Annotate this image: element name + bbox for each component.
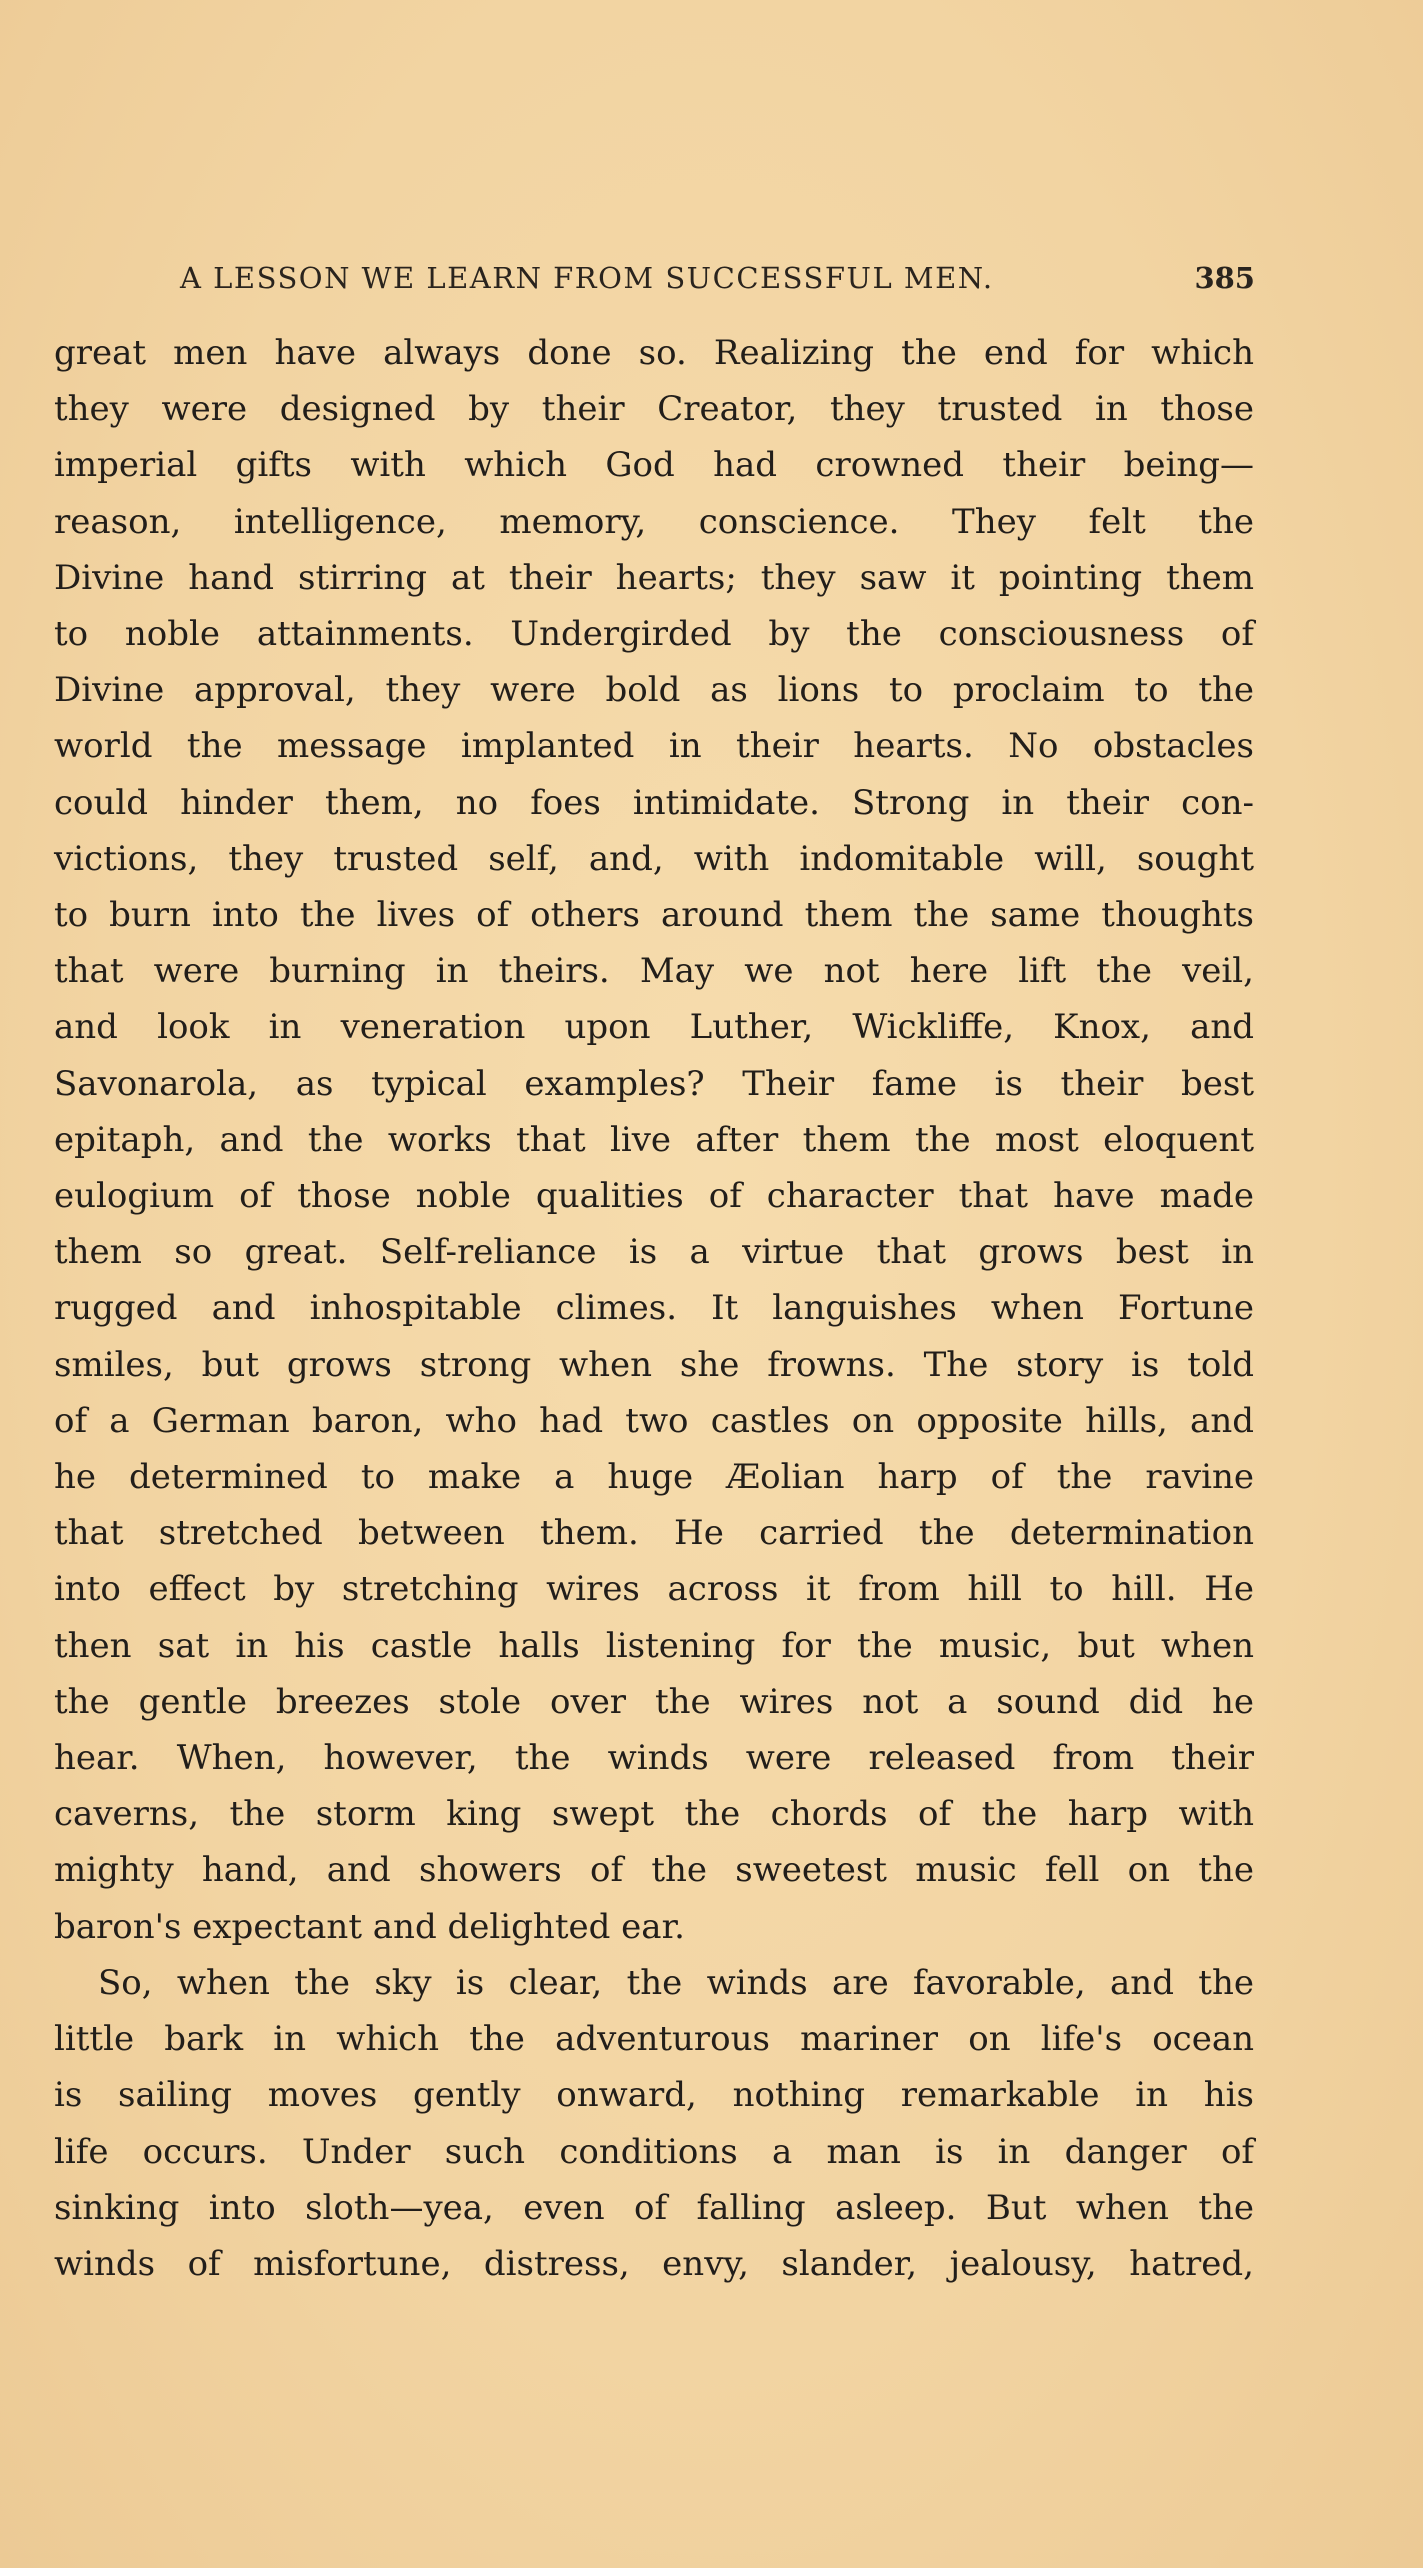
page-number: 385 [1194,261,1255,295]
text-line: great men have always done so. Realizing the end for which [54,333,1254,373]
text-line: then sat in his castle halls listening for the music, but when [54,1625,1254,1666]
text-line: So, when the sky is clear, the winds are favorable, and the [98,1962,1254,2003]
text-line: world the message implanted in their hearts. No obstacles [54,726,1254,767]
text-line: that were burning in theirs. May we not here lift the veil, [54,951,1254,992]
text-line: eulogium of those noble qualities of character that have made [54,1176,1254,1217]
text-line: mighty hand, and showers of the sweetest music fell on the [54,1850,1254,1891]
text-line: they were designed by their Creator, they trusted in those [54,389,1254,430]
text-line: Divine hand stirring at their hearts; they saw it pointing them [54,557,1254,598]
text-line: little bark in which the adventurous mariner on life's ocean [54,2019,1254,2060]
text-line: victions, they trusted self, and, with indomitable will, sought [54,838,1254,879]
text-line: epitaph, and the works that live after them the most eloquent [54,1119,1254,1160]
running-title: A LESSON WE LEARN FROM SUCCESSFUL MEN. [180,261,994,295]
text-line: into effect by stretching wires across it from hill to hill. He [54,1569,1254,1610]
text-line: Divine approval, they were bold as lions to proclaim to the [54,670,1254,711]
text-line: and look in veneration upon Luther, Wickliffe, Knox, and [54,1007,1254,1048]
text-line: imperial gifts with which God had crowned their being— [54,445,1254,486]
body-text [54,325,1254,2292]
text-line: of a German baron, who had two castles on opposite hills, and [54,1400,1254,1441]
text-line: could hinder them, no foes intimidate. Strong in their con- [54,782,1254,823]
text-line: baron's expectant and delighted ear. [54,1906,685,1947]
text-line: rugged and inhospitable climes. It languishes when Fortune [54,1288,1254,1329]
page-header [180,255,1255,305]
text-line: to noble attainments. Undergirded by the consciousness of [54,614,1254,655]
text-line: reason, intelligence, memory, conscience. They felt the [54,501,1254,542]
text-line: to burn into the lives of others around them the same thoughts [54,895,1254,936]
text-line: winds of misfortune, distress, envy, slander, jealousy, hatred, [54,2243,1254,2284]
text-line: the gentle breezes stole over the wires not a sound did he [54,1681,1254,1722]
text-line: caverns, the storm king swept the chords of the harp with [54,1794,1254,1835]
text-line: smiles, but grows strong when she frowns. The story is told [54,1344,1254,1385]
text-line: sinking into sloth—yea, even of falling asleep. But when the [54,2187,1254,2228]
text-line: that stretched between them. He carried the determination [54,1513,1254,1554]
text-line: is sailing moves gently onward, nothing remarkable in his [54,2075,1254,2116]
text-line: them so great. Self-reliance is a virtue that grows best in [54,1232,1254,1273]
text-line: life occurs. Under such conditions a man is in danger of [54,2131,1254,2172]
text-line: he determined to make a huge Æolian harp of the ravine [54,1457,1254,1498]
text-line: hear. When, however, the winds were released from their [54,1738,1254,1779]
text-line: Savonarola, as typical examples? Their fame is their best [54,1063,1254,1104]
